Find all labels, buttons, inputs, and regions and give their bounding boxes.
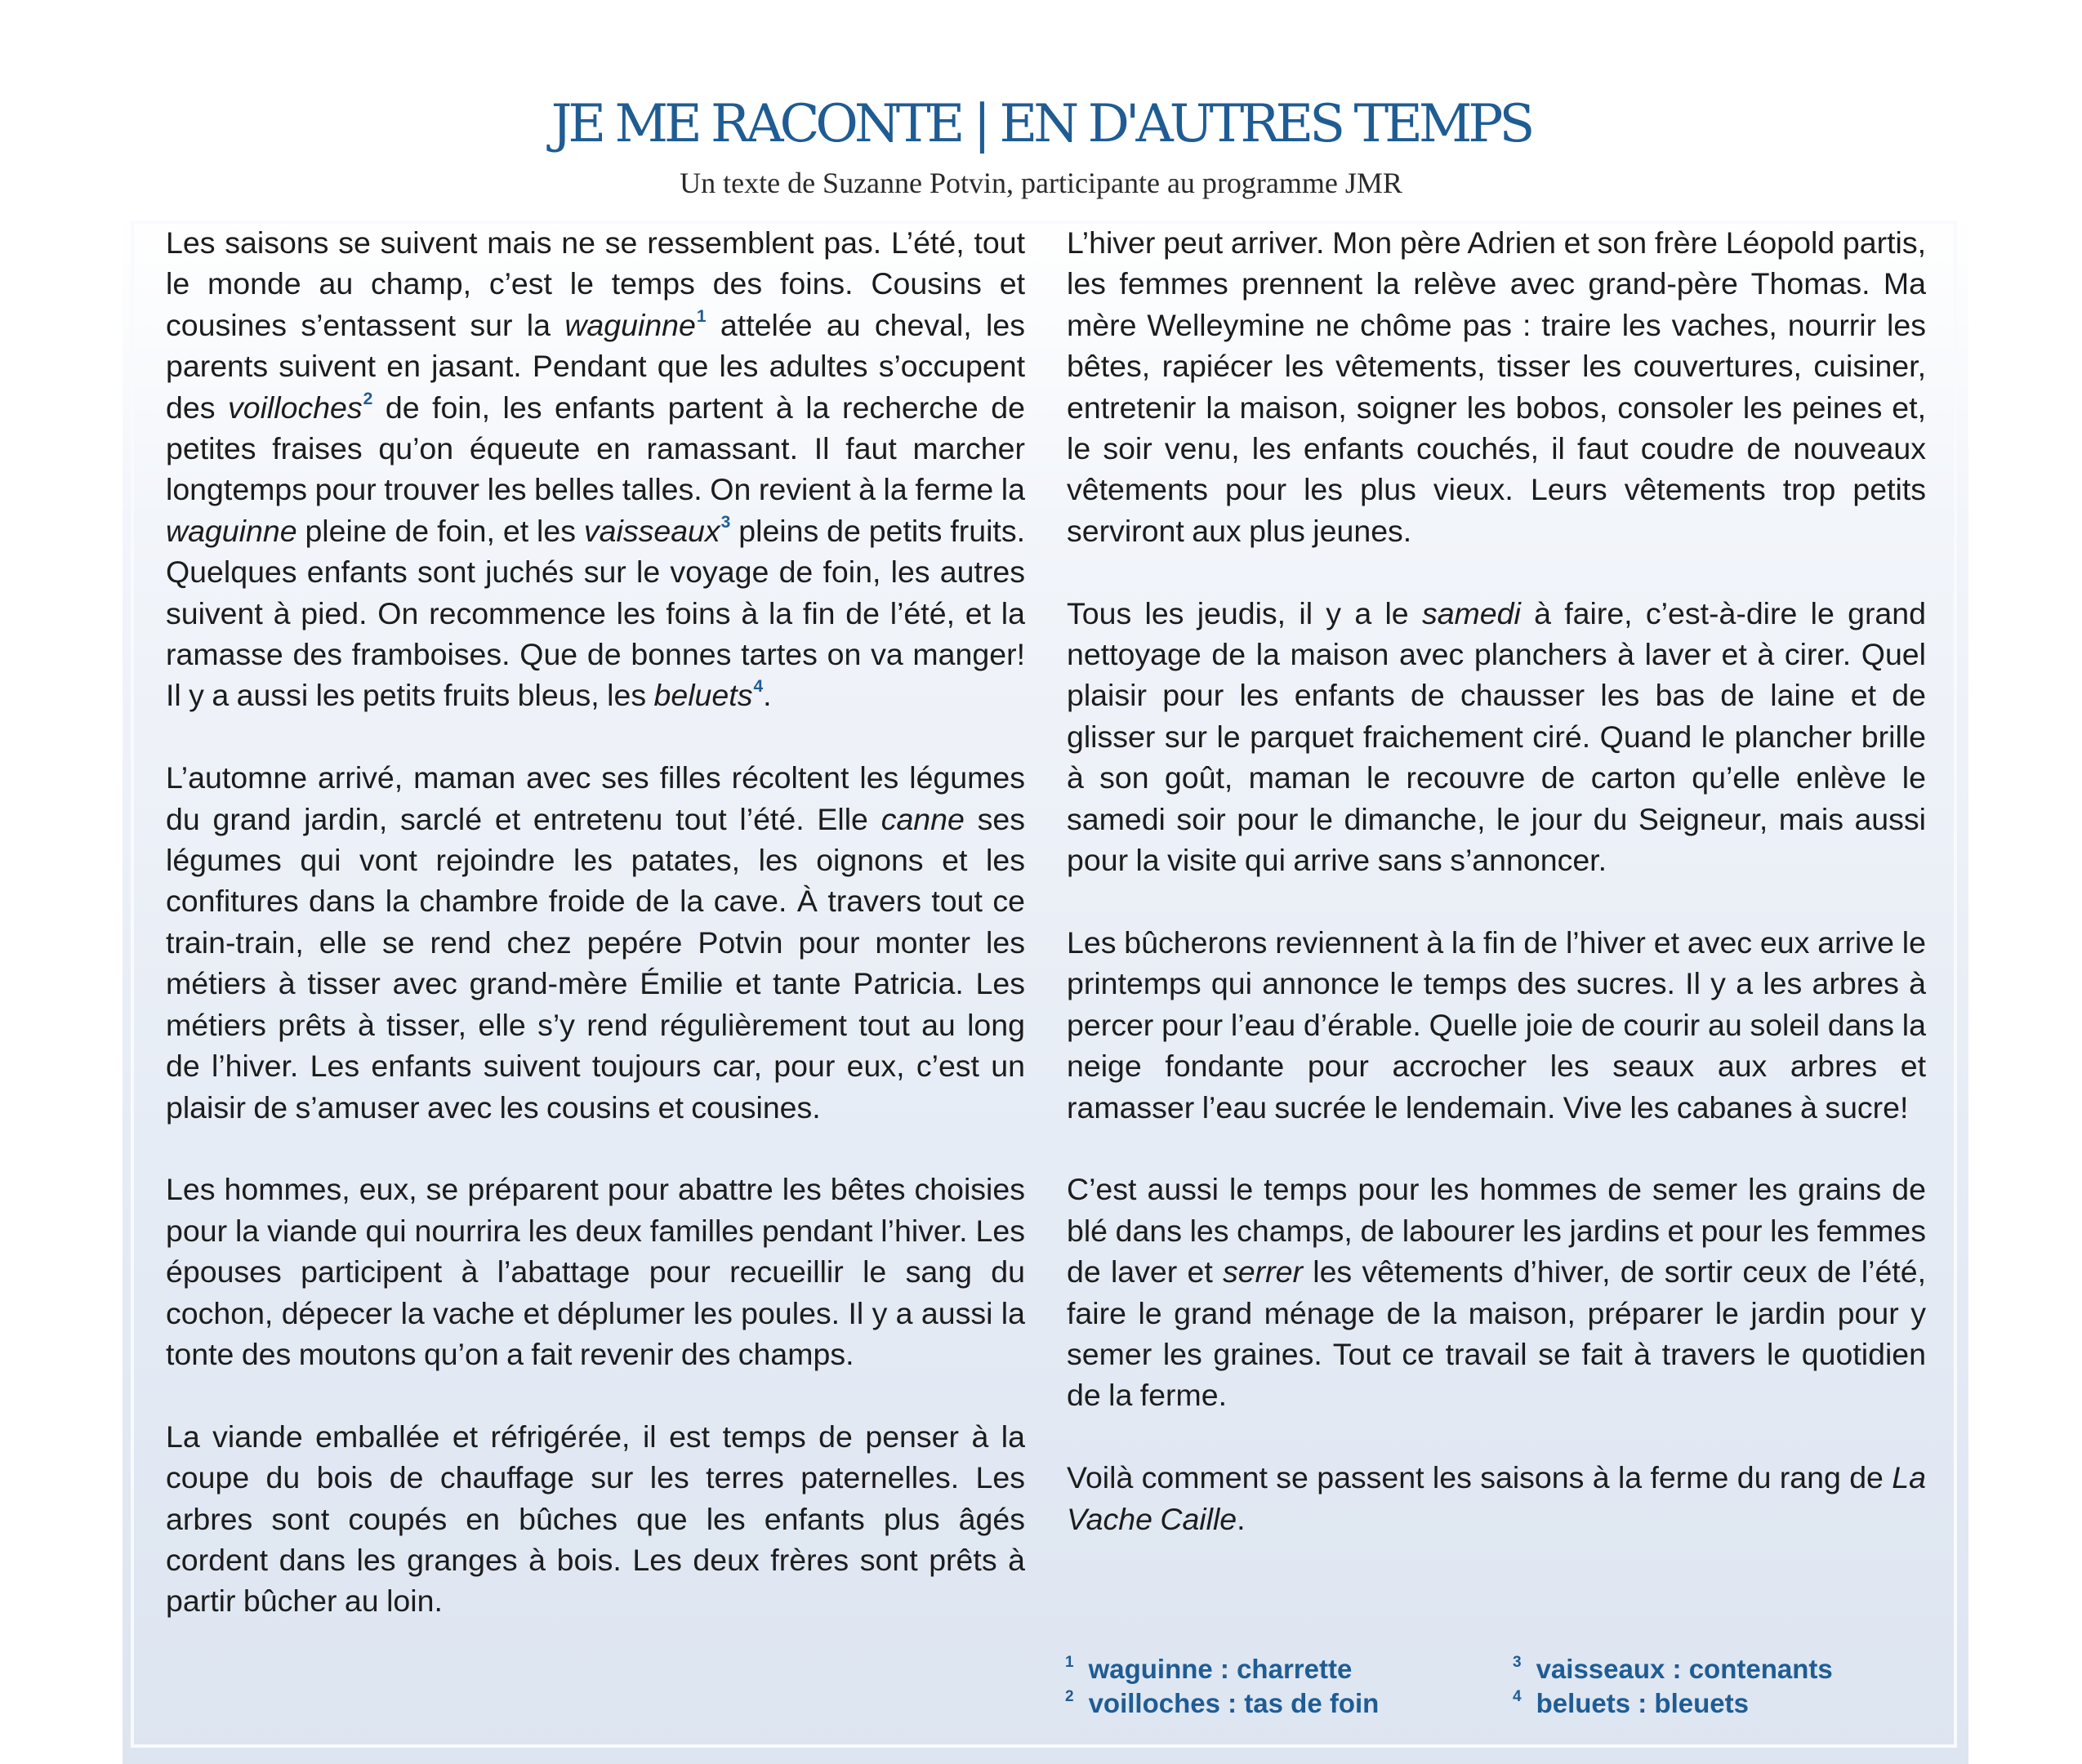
footnote-ref-2: 2 (363, 389, 373, 408)
footnote-ref-1: 1 (696, 306, 707, 326)
term-beluets: beluets (653, 678, 753, 713)
term-waguinne: waguinne (564, 307, 696, 342)
paragraph-slaughter: Les hommes, eux, se préparent pour abattre les bêtes choisies pour la viande qui nourrira les deux familles pendant l’hiver. Les épouses participent à l’abattage pour recueillir le sang du cochon, dépecer la vache et déplumer les poules. Il y a aussi la tonte des moutons qu’on a fait revenir des champs. (166, 1172, 1025, 1371)
footnotes (1065, 1654, 1931, 1727)
paragraph-summer: Les saisons se suivent mais ne se ressemblent pas. L’été, tout le monde au champ, c’est le temps des foins. Cousins et cousines s’entassent sur la waguinne$^1$ attelée au cheval, les parents suivent en jasant. Pendant que les adultes s’occupent des voilloches$^2$ de foin, les enfants partent à la recherche de petites fraises qu’on équeute en ramassant. Il faut marcher longtemps pour trouver les belles talles. On revient à la ferme la waguinne pleine de foin, et les vaisseaux$^3$ pleins de petits fruits. Quelques enfants sont juchés sur le voyage de foin, les autres suivent à pied. On recommence les foins à la fin de l’été, et la ramasse des framboises. Que de bonnes tartes on va manger! Il y a aussi les petits fruits bleus, les beluets$^4$. (166, 225, 1025, 713)
footnote-1: $^1$ waguinne : charrette (1065, 1654, 1353, 1684)
term-serrer: serrer (1223, 1254, 1303, 1290)
author-byline: Un texte de Suzanne Potvin, participante au programme JMR (680, 167, 1402, 199)
paragraph-firewood: La viande emballée et réfrigérée, il est temps de penser à la coupe du bois de chauffage sur les terres paternelles. Les arbres sont coupés en bûches que les enfants plus âgés cordent dans les granges à bois. Les deux frères sont prêts à partir bûcher au loin. (166, 1419, 1025, 1619)
term-samedi: samedi (1421, 595, 1521, 630)
term-voilloches: voilloches (228, 390, 363, 425)
right-text-column (1067, 222, 1926, 1539)
page-title: JE ME RACONTE | EN D'AUTRES TEMPS (551, 94, 1531, 154)
footnote-3: $^3$ vaisseaux : contenants (1513, 1654, 1833, 1684)
footnote-4: $^4$ beluets : bleuets (1513, 1688, 1749, 1718)
paragraph-spring: C’est aussi le temps pour les hommes de semer les grains de blé dans les champs, de labourer les jardins et pour les femmes de laver et serrer les vêtements d’hiver, de sortir ceux de l’été, faire le grand ménage de la maison, préparer le jardin pour y semer les graines. Tout ce travail se fait à travers le quotidien de la ferme. (1067, 1172, 1926, 1413)
term-waguinne-2: waguinne (166, 513, 297, 548)
paragraph-conclusion: Voilà comment se passent les saisons à la ferme du rang de La Vache Caille. (1067, 1460, 1926, 1536)
footnote-2: $^2$ voilloches : tas de foin (1065, 1688, 1380, 1718)
left-text-column (166, 222, 1025, 1622)
paragraph-cleaning: Tous les jeudis, il y a le samedi à faire, c’est-à-dire le grand nettoyage de la maison avec planchers à laver et à cirer. Quel plaisir pour les enfants de chausser les bas de laine et de glisser sur le parquet fraichement ciré. Quand le plancher brille à son goût, maman le recouvre de carton qu’elle enlève le samedi soir pour le dimanche, le jour du Seigneur, mais aussi pour la visite qui arrive sans s’annoncer. (1067, 595, 1926, 878)
footnote-ref-4: 4 (753, 677, 764, 697)
footnote-ref-3: 3 (720, 512, 731, 532)
term-canne: canne (881, 801, 965, 836)
term-vaisseaux: vaisseaux (583, 513, 720, 548)
place-name: La Vache Caille (1067, 1460, 1926, 1536)
paragraph-winter: L’hiver peut arriver. Mon père Adrien et son frère Léopold partis, les femmes prennent la relève avec grand-père Thomas. Ma mère Welleymine ne chôme pas : traire les vaches, nourrir les bêtes, rapiécer les vêtements, tisser les couvertures, cuisiner, entretenir la maison, soigner les bobos, consoler les peines et, le soir venu, les enfants couchés, il faut coudre de nouveaux vêtements pour les plus vieux. Leurs vêtements trop petits serviront aux plus jeunes. (1067, 225, 1926, 548)
paragraph-autumn: L’automne arrivé, maman avec ses filles récoltent les légumes du grand jardin, sarclé et entretenu tout l’été. Elle canne ses légumes qui vont rejoindre les patates, les oignons et les confitures dans la chambre froide de la cave. À travers tout ce train-train, elle se rend chez pepére Potvin pour monter les métiers à tisser avec grand-mère Émilie et tante Patricia. Les métiers prêts à tisser, elle s’y rend régulièrement tout au long de l’hiver. Les enfants suivent toujours car, pour eux, c’est un plaisir de s’amuser avec les cousins et cousines. (166, 760, 1025, 1125)
paragraph-sugaring: Les bûcherons reviennent à la fin de l’hiver et avec eux arrive le printemps qui annonce le temps des sucres. Il y a les arbres à percer pour l’eau d’érable. Quelle joie de courir au soleil dans la neige fondante pour accrocher les seaux aux arbres et ramasser l’eau sucrée le lendemain. Vive les cabanes à sucre! (1067, 924, 1926, 1125)
